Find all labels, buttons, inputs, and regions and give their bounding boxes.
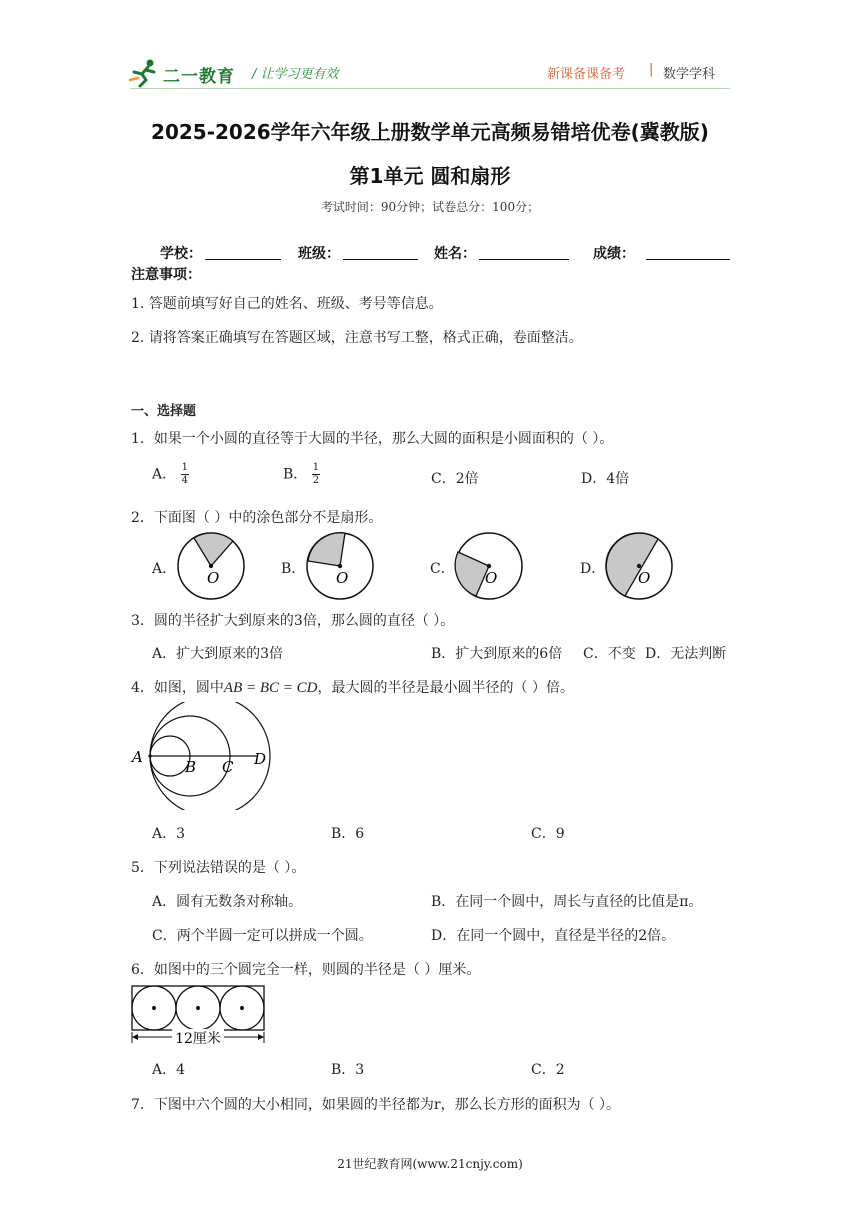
school-label: 学校： [160, 246, 202, 262]
question-1: 1．如果一个小圆的直径等于大圆的半径，那么大圆的面积是小圆面积的（ ）。 [131, 431, 614, 447]
q2-option-d-label[interactable]: D． [580, 561, 606, 577]
svg-text:B: B [185, 758, 197, 776]
q2-figure-c [454, 531, 524, 601]
name-field[interactable] [479, 259, 569, 260]
score-label: 成绩： [593, 246, 635, 262]
question-4: 4．如图，圆中AB = BC = CD，最大圆的半径是最小圆半径的（ ）倍。 [131, 680, 574, 696]
q6-option-b[interactable]: B．3 [331, 1062, 365, 1078]
q3-option-d[interactable]: D．无法判断 [645, 646, 727, 662]
q4-option-b[interactable]: B．6 [331, 826, 365, 842]
q2-figure-d [604, 531, 674, 601]
logo-text: 二一教育 [163, 67, 235, 87]
header-divider [130, 88, 730, 89]
q2-option-c-label[interactable]: C． [430, 561, 455, 577]
q3-option-a[interactable]: A．扩大到原来的3倍 [152, 646, 284, 662]
q4-option-c[interactable]: C．9 [531, 826, 565, 842]
q5-option-d[interactable]: D．在同一个圆中，直径是半径的2倍。 [431, 928, 676, 944]
q4-figure [130, 702, 272, 810]
q4-option-a[interactable]: A．3 [152, 826, 186, 842]
class-field[interactable] [343, 259, 418, 260]
notice-heading: 注意事项： [131, 267, 201, 283]
q6-figure [130, 983, 266, 1047]
q2-option-a-label[interactable]: A． [152, 561, 177, 577]
exam-info: 考试时间：90分钟；试卷总分：100分； [320, 200, 540, 214]
header-subject: 数学学科 [663, 67, 716, 82]
q1-option-d[interactable]: D．4倍 [581, 471, 630, 487]
header-course-label: 新课备课备考 [547, 67, 626, 82]
q1-option-b-label: B． [283, 466, 308, 483]
question-2: 2．下面图（ ）中的涂色部分不是扇形。 [131, 510, 383, 526]
q2-figure-a [176, 531, 246, 601]
q4-formula: AB = BC = CD [223, 680, 318, 696]
q1-option-a-label: A． [152, 466, 177, 483]
q3-option-b[interactable]: B．扩大到原来的6倍 [431, 646, 563, 662]
q2-figure-b [305, 531, 375, 601]
class-label: 班级： [298, 246, 340, 262]
svg-text:D: D [254, 750, 267, 768]
school-field[interactable] [205, 259, 281, 260]
page-title: 2025-2026学年六年级上册数学单元高频易错培优卷(冀教版) [151, 120, 709, 144]
svg-text:O: O [207, 569, 220, 587]
section-heading: 一、选择题 [131, 404, 197, 419]
q1-option-b-fraction: $\frac{1}{2}$ [312, 462, 320, 486]
svg-text:O: O [485, 569, 498, 587]
q6-option-a[interactable]: A．4 [152, 1062, 186, 1078]
notice-item: 1. 答题前填写好自己的姓名、班级、考号等信息。 [131, 296, 443, 312]
q1-option-b[interactable] [283, 462, 320, 487]
q2-option-b-label[interactable]: B． [281, 561, 306, 577]
footer: 21世纪教育网(www.21cnjy.com) [337, 1157, 523, 1171]
q5-option-b[interactable]: B．在同一个圆中，周长与直径的比值是π。 [431, 894, 703, 910]
unit-title: 第1单元 圆和扇形 [349, 164, 511, 188]
score-field[interactable] [646, 259, 730, 260]
question-5: 5．下列说法错误的是（ ）。 [131, 860, 306, 876]
header-separator: | [649, 62, 654, 77]
question-7: 7．下图中六个圆的大小相同，如果圆的半径都为r，那么长方形的面积为（ ）。 [131, 1097, 621, 1113]
question-3: 3．圆的半径扩大到原来的3倍，那么圆的直径（ ）。 [131, 613, 455, 629]
svg-text:O: O [638, 569, 651, 587]
q1-option-c[interactable]: C．2倍 [431, 471, 479, 487]
svg-text:A: A [132, 748, 143, 766]
q5-option-a[interactable]: A．圆有无数条对称轴。 [152, 894, 303, 910]
question-6: 6．如图中的三个圆完全一样，则圆的半径是（ ）厘米。 [131, 962, 481, 978]
runner-logo-icon [128, 58, 162, 88]
q3-option-c[interactable]: C．不变 [583, 646, 636, 662]
svg-text:C: C [222, 758, 234, 776]
header [0, 0, 860, 90]
q6-option-c[interactable]: C．2 [531, 1062, 565, 1078]
name-label: 姓名： [434, 246, 476, 262]
slogan: / 让学习更有效 [252, 67, 339, 82]
svg-text:O: O [336, 569, 349, 587]
notice-item: 2. 请将答案正确填写在答题区域，注意书写工整，格式正确，卷面整洁。 [131, 330, 583, 346]
svg-text:12厘米: 12厘米 [175, 1031, 221, 1047]
q5-option-c[interactable]: C．两个半圆一定可以拼成一个圆。 [152, 928, 373, 944]
q1-option-a[interactable] [152, 462, 189, 487]
q1-option-a-fraction: $\frac{1}{4}$ [181, 462, 188, 486]
